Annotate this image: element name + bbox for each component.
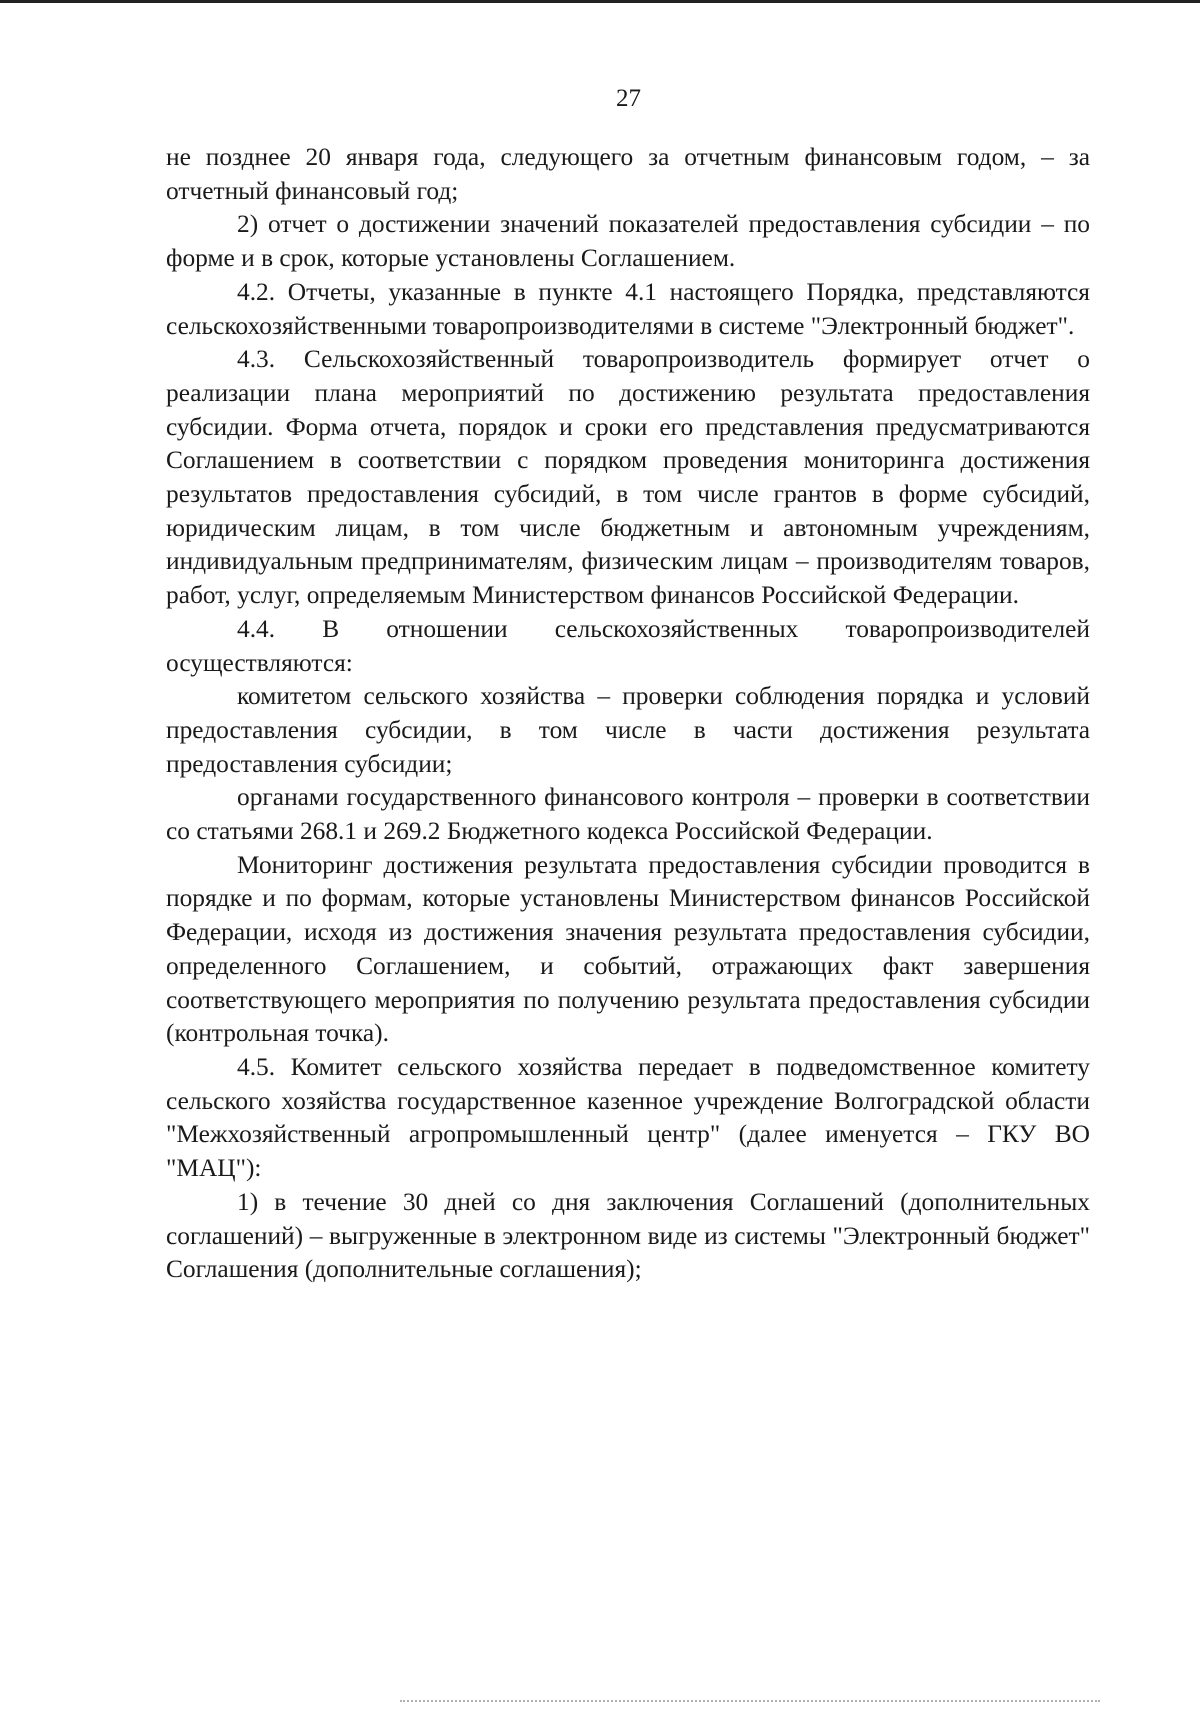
document-body xyxy=(166,141,1090,1287)
paragraph-financial-control: органами государственного финансового контроля – проверки в соответствии со статьями 268.1 и 269.2 Бюджетного кодекса Российской Федерации. xyxy=(166,783,1090,846)
scan-bottom-marks xyxy=(400,1700,1100,1704)
page-top-border xyxy=(0,0,1200,3)
paragraph-4-5-item-1: 1) в течение 30 дней со дня заключения Соглашений (дополнительных соглашений) – выгруженные в электронном виде из системы "Электронный бюджет" Соглашения (дополнительные соглашения); xyxy=(166,1187,1090,1284)
paragraph-committee-checks: комитетом сельского хозяйства – проверки соблюдения порядка и условий предоставления субсидии, в том числе в части достижения результата предоставления субсидии; xyxy=(166,682,1090,778)
paragraph-4-3: 4.3. Сельскохозяйственный товаропроизводитель формирует отчет о реализации плана мероприятий по достижению результата предоставления субсидии. Форма отчета, порядок и сроки его представления предусматриваются Соглашением в соответствии с порядком проведения мониторинга достижения результатов предоставления субсидий, в том числе грантов в форме субсидий, юридическим лицам, в том числе бюджетным и автономным учреждениям, индивидуальным предпринимателям, физическим лицам – производителям товаров, работ, услуг, определяемым Министерством финансов Российской Федерации. xyxy=(166,345,1090,610)
paragraph-4-4: 4.4. В отношении сельскохозяйственных товаропроизводителей осуществляются: xyxy=(166,614,1090,677)
paragraph-4-5: 4.5. Комитет сельского хозяйства передает в подведомственное комитету сельского хозяйства государственное казенное учреждение Волгоградской области "Межхозяйственный агропромышленный центр" (далее именуется – ГКУ ВО "МАЦ"): xyxy=(166,1052,1090,1183)
paragraph-monitoring: Мониторинг достижения результата предоставления субсидии проводится в порядке и по формам, которые установлены Министерством финансов Российской Федерации, исходя из достижения значения результата предоставления субсидии, определенного Соглашением, и событий, отражающих факт завершения соответствующего мероприятия по получению результата предоставления субсидии (контрольная точка). xyxy=(166,850,1090,1048)
paragraph-item-2: 2) отчет о достижении значений показателей предоставления субсидии – по форме и в срок, которые установлены Соглашением. xyxy=(166,210,1090,273)
page-number: 27 xyxy=(616,85,641,112)
paragraph-4-2: 4.2. Отчеты, указанные в пункте 4.1 настоящего Порядка, представляются сельскохозяйственными товаропроизводителями в системе "Электронный бюджет". xyxy=(166,277,1090,340)
paragraph-continuation: не позднее 20 января года, следующего за отчетным финансовым годом, – за отчетный финансовый год; xyxy=(166,143,1090,205)
